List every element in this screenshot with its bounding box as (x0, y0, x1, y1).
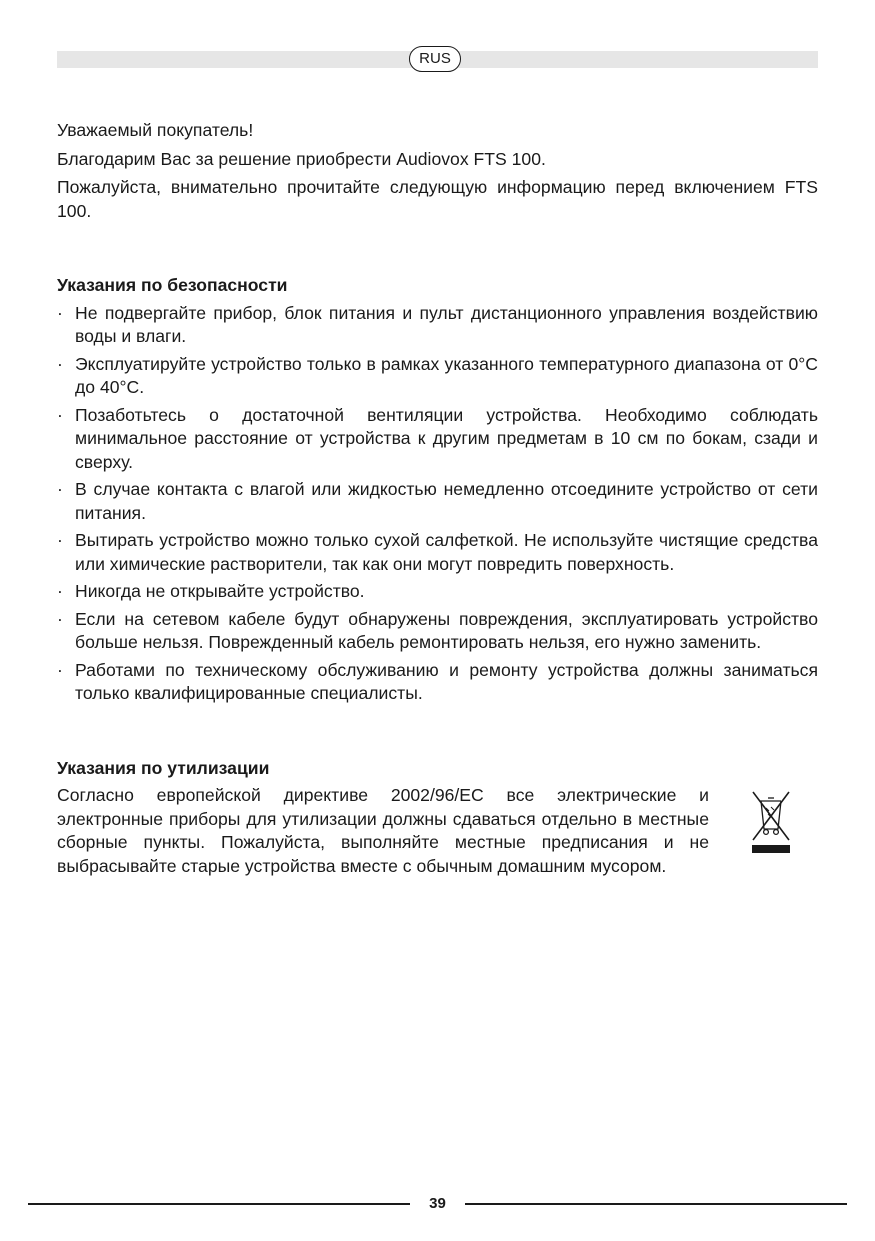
safety-list (57, 302, 818, 706)
crossed-out-wheelie-bin-icon (751, 788, 791, 854)
list-item (57, 659, 818, 706)
list-item (57, 580, 818, 604)
list-item-text: Никогда не открывайте устройство. (75, 581, 365, 601)
list-item-text: Если на сетевом кабеле будут обнаружены повреждения, эксплуатировать устройство больше нельзя. Поврежденный кабель ремонтировать нельзя, его нужно заменить. (75, 608, 818, 652)
footer-rule-left (28, 1203, 410, 1205)
list-item-text: В случае контакта с влагой или жидкостью немедленно отсоедините устройство от сети питания. (75, 479, 818, 523)
page-content (57, 119, 818, 883)
list-item (57, 302, 818, 349)
page-number: 39 (429, 1195, 446, 1212)
disposal-text: Согласно европейской директиве 2002/96/EC все электрические и электронные приборы для утилизации должны сдаваться отдельно в местные сборные пункты. Пожалуйста, выполняйте местные предписания и не выбрасывайте старые устройства вместе с обычным домашним мусором. (57, 785, 709, 876)
bullet-mark: · (57, 530, 63, 550)
list-item (57, 404, 818, 475)
language-badge: RUS (409, 46, 461, 72)
disposal-heading: Указания по утилизации (57, 757, 270, 778)
list-item (57, 353, 818, 400)
list-item-text: Эксплуатируйте устройство только в рамках указанного температурного диапазона от 0°C до 40°C. (75, 353, 818, 397)
list-item (57, 608, 818, 655)
bullet-mark: · (57, 302, 63, 323)
list-item (57, 478, 818, 525)
safety-heading: Указания по безопасности (57, 275, 288, 295)
intro-thanks: Благодарим Вас за решение приобрести Audiovox FTS 100. (57, 148, 546, 169)
bullet-mark: · (57, 479, 63, 499)
list-item (57, 529, 818, 576)
list-item-text: Позаботьтесь о достаточной вентиляции устройства. Необходимо соблюдать минимальное расстояние от устройства к другим предметам в 10 см по бокам, сзади и сверху. (75, 404, 818, 472)
bullet-mark: · (57, 404, 63, 425)
intro-greeting: Уважаемый покупатель! (57, 120, 254, 140)
bullet-mark: · (57, 353, 63, 374)
intro-request: Пожалуйста, внимательно прочитайте следующую информацию перед включением FTS 100. (57, 177, 818, 221)
footer-rule-right (465, 1203, 847, 1205)
bullet-mark: · (57, 608, 63, 629)
bullet-mark: · (57, 581, 63, 601)
disposal-section (57, 784, 818, 878)
list-item-text: Вытирать устройство можно только сухой салфеткой. Не используйте чистящие средства или химические растворители, так как они могут повредить поверхность. (75, 530, 818, 574)
bullet-mark: · (57, 659, 63, 680)
list-item-text: Не подвергайте прибор, блок питания и пульт дистанционного управления воздействию воды и влаги. (75, 302, 818, 346)
list-item-text: Работами по техническому обслуживанию и ремонту устройства должны заниматься только квалифицированные специалисты. (75, 659, 818, 703)
